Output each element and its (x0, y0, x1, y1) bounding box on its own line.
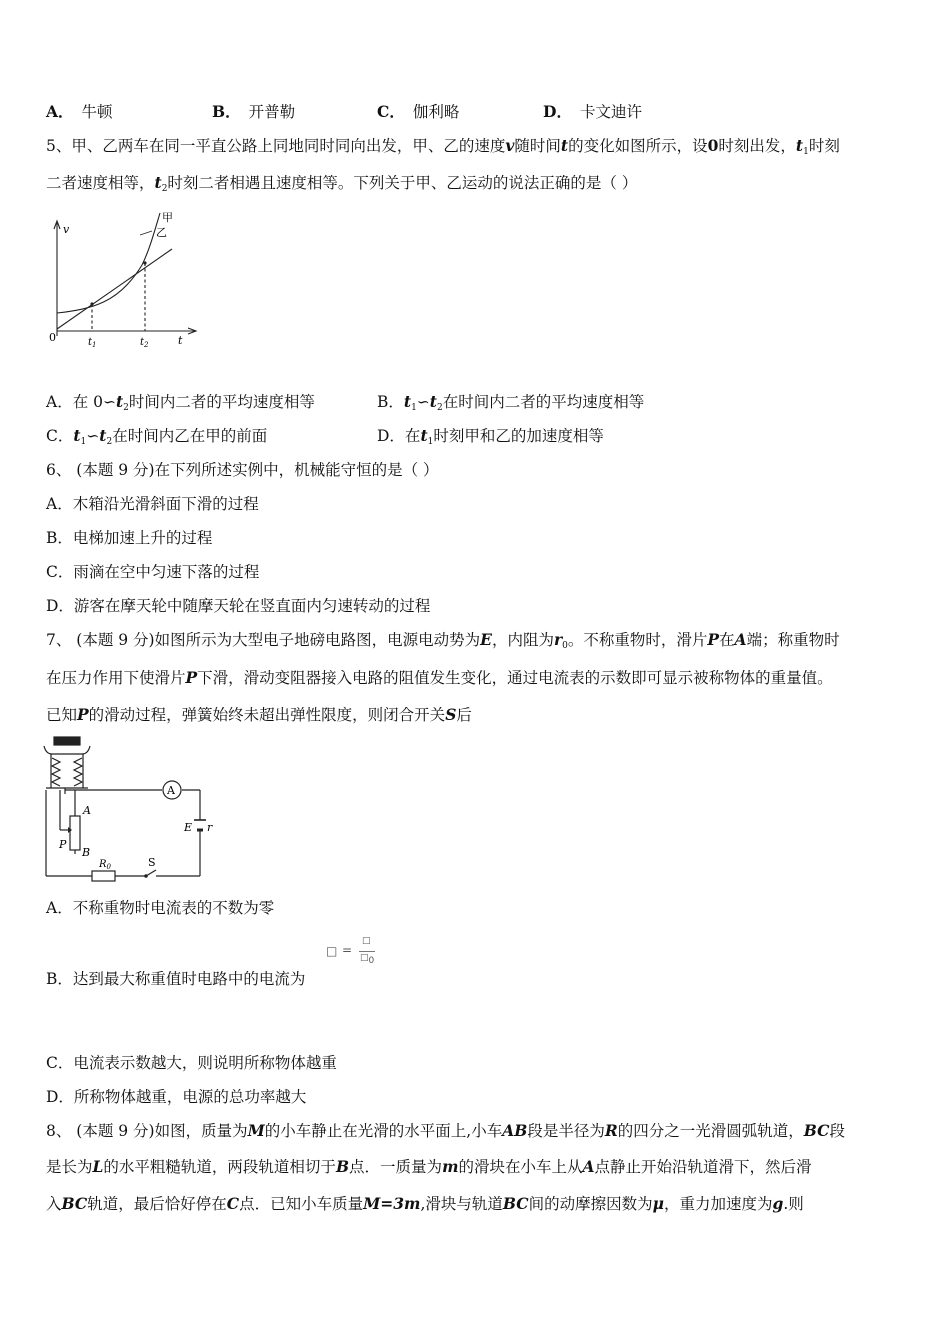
graph-t2-label: $t_2$ (140, 337, 149, 349)
weighing-plate (54, 737, 80, 745)
q5-velocity-time-graph (44, 205, 204, 350)
meet-point-t2 (143, 261, 146, 264)
switch-pivot (144, 874, 148, 878)
q7-stem-line3: 已知P的滑动过程，弹簧始终未超出弹性限度，则闭合开关S后 (46, 705, 472, 724)
rheostat-end-a: A (83, 804, 91, 817)
ammeter-label: A (167, 784, 175, 797)
q7-option-d: D．所称物体越重，电源的总功率越大 (46, 1088, 307, 1106)
q5-option-d: D．在$t_1$时刻甲和乙的加速度相等 (377, 426, 604, 447)
q7-option-b: B．达到最大称重值时电路中的电流为 (46, 970, 306, 988)
q5-option-a: A．在 $0∽t_2$时间内二者的平均速度相等 (46, 392, 315, 413)
switch-label: S (148, 856, 156, 869)
spring-left (52, 758, 60, 786)
q8-stem-line3: 入BC轨道，最后恰好停在C点．已知小车质量M=3m,滑块与轨道BC间的动摩擦因数为μ，重力加速度为g.则 (46, 1194, 804, 1213)
q5-option-b: B．$t_1∽t_2$在时间内二者的平均速度相等 (377, 392, 645, 413)
q4-option-b: B． 开普勒 (212, 102, 296, 121)
q7-stem-line1: 7、 (本题 9 分)如图所示为大型电子地磅电路图，电源电动势为E，内阻为$r_0$。不称重物时，滑片P在A端；称重物时 (46, 630, 840, 651)
yi-leader (140, 231, 152, 235)
q6-option-c: C．雨滴在空中匀速下落的过程 (46, 563, 260, 581)
q4-option-d: D． 卡文迪许 (543, 102, 642, 121)
meet-point-t1 (90, 302, 93, 305)
q8-stem-line2: 是长为L的水平粗糙轨道，两段轨道相切于B点．一质量为m的滑块在小车上从A点静止开始沿轨道滑下，然后滑 (46, 1157, 812, 1176)
graph-t-label: t (178, 334, 183, 347)
graph-yi-label: 乙 (156, 226, 167, 239)
q6-option-b: B．电梯加速上升的过程 (46, 529, 213, 547)
scale-support (44, 746, 90, 754)
spring-right (74, 758, 82, 786)
r0-label: $R_0$ (99, 859, 111, 871)
q7-stem-line2: 在压力作用下使滑片P下滑，滑动变阻器接入电路的阻值发生变化，通过电流表的示数即可显示被称物体的重量值。 (46, 668, 833, 687)
emf-label: E (184, 821, 193, 834)
sliding-rheostat (70, 816, 80, 850)
q6-stem: 6、 (本题 9 分)在下列所述实例中，机械能守恒的是（ ） (46, 461, 439, 479)
q7-circuit-diagram (40, 734, 220, 886)
graph-jia-label: 甲 (162, 211, 173, 224)
slider-label-p: P (59, 838, 67, 851)
q5-option-c: C．$t_1∽t_2$在时间内乙在甲的前面 (46, 426, 268, 447)
q6-option-d: D．游客在摩天轮中随摩天轮在竖直面内匀速转动的过程 (46, 597, 431, 615)
q7-option-c: C．电流表示数越大，则说明所称物体越重 (46, 1054, 337, 1072)
q6-option-a: A．木箱沿光滑斜面下滑的过程 (46, 495, 259, 513)
q4-option-a: A． 牛顿 (46, 102, 113, 121)
line-yi (57, 249, 172, 329)
graph-origin-label: 0 (49, 331, 56, 344)
q5-stem-line1: 5、甲、乙两车在同一平直公路上同地同时同向出发，甲、乙的速度v随时间t的变化如图所示，设0时刻出发，$t_1$时刻 (46, 136, 840, 157)
internal-resistance-label: r (207, 821, 213, 834)
rheostat-end-b: B (82, 846, 91, 859)
fraction-bar (359, 951, 375, 952)
q8-stem-line1: 8、 (本题 9 分)如图，质量为M的小车静止在光滑的水平面上,小车AB段是半径为R的四分之一光滑圆弧轨道，BC段 (46, 1121, 846, 1140)
q4-option-c: C． 伽利略 (377, 102, 460, 121)
graph-t1-label: $t_1$ (88, 337, 97, 349)
graph-v-label: v (63, 223, 70, 236)
q5-stem-line2: 二者速度相等，$t_2$时刻二者相遇且速度相等。下列关于甲、乙运动的说法正确的是（ ） (46, 173, 638, 194)
resistor-r0 (92, 871, 115, 881)
q7-option-a: A．不称重物时电流表的不数为零 (46, 899, 275, 917)
